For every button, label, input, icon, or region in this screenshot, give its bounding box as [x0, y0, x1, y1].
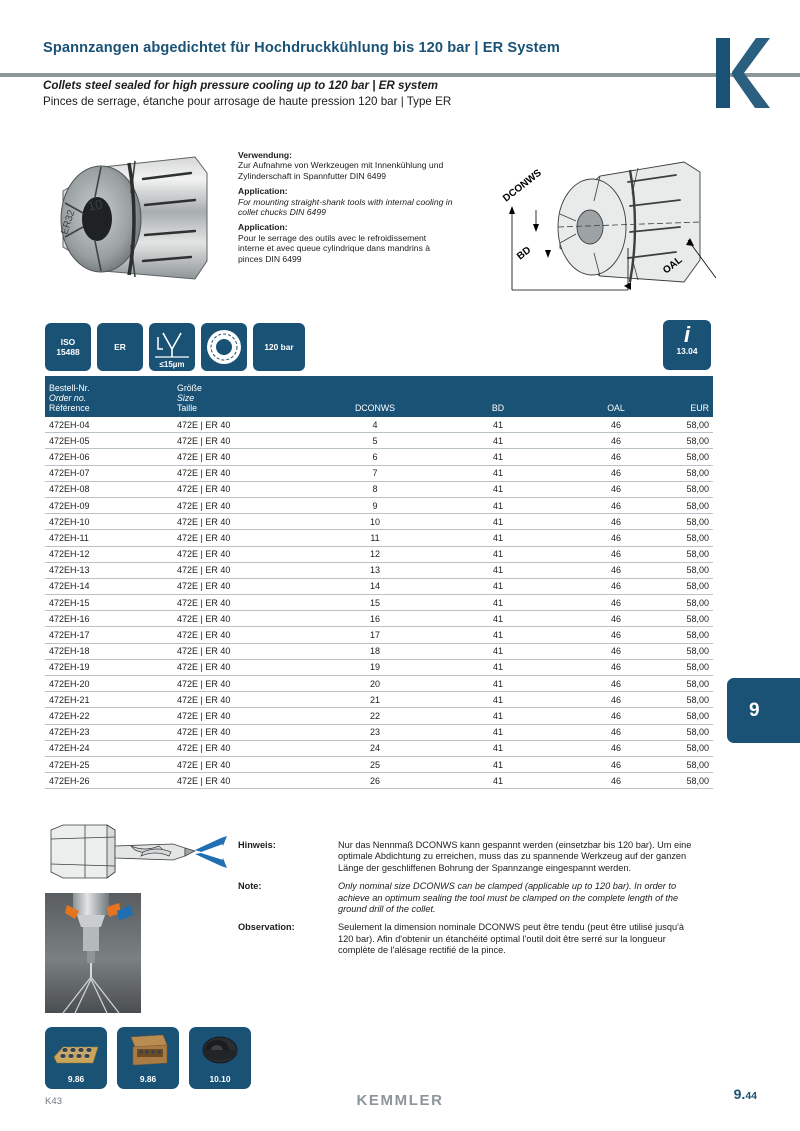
page-minor: 44 — [745, 1090, 757, 1102]
footer-page-number — [734, 1086, 757, 1102]
badge-iso-line2: 15488 — [56, 347, 80, 357]
cell-order-no: 472EH-26 — [45, 773, 173, 789]
cell-bd: 41 — [439, 465, 557, 481]
cell-bd: 41 — [439, 530, 557, 546]
cell-eur: 58,00 — [675, 708, 713, 724]
svg-text:≤15µm: ≤15µm — [159, 360, 185, 369]
cell-order-no: 472EH-13 — [45, 562, 173, 578]
cell-size: 472E | ER 40 — [173, 643, 311, 659]
cell-order-no: 472EH-25 — [45, 756, 173, 772]
cell-order-no: 472EH-18 — [45, 643, 173, 659]
cell-order-no: 472EH-24 — [45, 740, 173, 756]
table-row[interactable] — [45, 659, 713, 675]
badge-er: ER — [97, 323, 143, 371]
cell-eur: 58,00 — [675, 546, 713, 562]
cell-bd: 41 — [439, 433, 557, 449]
cell-bd: 41 — [439, 514, 557, 530]
cell-size: 472E | ER 40 — [173, 627, 311, 643]
cell-oal: 46 — [557, 724, 675, 740]
header-bd: BD — [439, 376, 557, 417]
cell-bd: 41 — [439, 692, 557, 708]
cell-eur: 58,00 — [675, 676, 713, 692]
cell-oal: 46 — [557, 611, 675, 627]
cell-eur: 58,00 — [675, 724, 713, 740]
table-row[interactable] — [45, 643, 713, 659]
info-badge[interactable] — [663, 320, 711, 370]
cell-dconws: 16 — [311, 611, 439, 627]
cell-eur: 58,00 — [675, 692, 713, 708]
table-row[interactable] — [45, 773, 713, 789]
cell-bd: 41 — [439, 578, 557, 594]
table-row[interactable] — [45, 756, 713, 772]
table-row[interactable] — [45, 724, 713, 740]
cell-oal: 46 — [557, 659, 675, 675]
chapter-number: 9 — [749, 699, 760, 721]
cell-oal: 46 — [557, 530, 675, 546]
cell-order-no: 472EH-22 — [45, 708, 173, 724]
technical-drawing — [488, 148, 768, 308]
cell-dconws: 17 — [311, 627, 439, 643]
cell-dconws: 13 — [311, 562, 439, 578]
cell-dconws: 14 — [311, 578, 439, 594]
cell-oal: 46 — [557, 578, 675, 594]
cell-eur: 58,00 — [675, 449, 713, 465]
table-row[interactable] — [45, 481, 713, 497]
page-major: 9. — [733, 1086, 746, 1102]
cell-bd: 41 — [439, 643, 557, 659]
note-label-de: Hinweis: — [238, 840, 276, 850]
cell-dconws: 22 — [311, 708, 439, 724]
table-row[interactable] — [45, 465, 713, 481]
cell-order-no: 472EH-10 — [45, 514, 173, 530]
cell-order-no: 472EH-12 — [45, 546, 173, 562]
cell-bd: 41 — [439, 773, 557, 789]
cell-eur: 58,00 — [675, 530, 713, 546]
application-label-en: Application: — [238, 186, 288, 197]
cell-order-no: 472EH-11 — [45, 530, 173, 546]
cell-oal: 46 — [557, 417, 675, 433]
product-photo-collet — [45, 143, 225, 295]
header-oal: OAL — [557, 376, 675, 417]
cell-eur: 58,00 — [675, 627, 713, 643]
cell-size: 472E | ER 40 — [173, 773, 311, 789]
header-dconws: DCONWS — [311, 376, 439, 417]
cell-oal: 46 — [557, 449, 675, 465]
application-label-fr: Application: — [238, 222, 288, 233]
cell-size: 472E | ER 40 — [173, 692, 311, 708]
cell-size: 472E | ER 40 — [173, 562, 311, 578]
cell-order-no: 472EH-21 — [45, 692, 173, 708]
cell-eur: 58,00 — [675, 497, 713, 513]
cell-eur: 58,00 — [675, 659, 713, 675]
accessory-collet-set-tray[interactable] — [45, 1027, 107, 1089]
cell-eur: 58,00 — [675, 773, 713, 789]
cell-eur: 58,00 — [675, 417, 713, 433]
cell-size: 472E | ER 40 — [173, 497, 311, 513]
table-row[interactable] — [45, 627, 713, 643]
cell-oal: 46 — [557, 676, 675, 692]
cell-eur: 58,00 — [675, 514, 713, 530]
cell-eur: 58,00 — [675, 578, 713, 594]
roughness-icon — [149, 323, 195, 371]
dim-label-oal: OAL — [661, 254, 685, 277]
cell-oal: 46 — [557, 546, 675, 562]
cell-dconws: 6 — [311, 449, 439, 465]
cell-order-no: 472EH-09 — [45, 497, 173, 513]
cell-oal: 46 — [557, 627, 675, 643]
svg-text:ER32: ER32 — [59, 208, 78, 236]
collet-set-tray-icon — [51, 1031, 101, 1069]
cell-dconws: 10 — [311, 514, 439, 530]
cell-bd: 41 — [439, 611, 557, 627]
application-text-en: For mounting straight-shank tools with internal cooling in collet chucks DIN 6499 — [238, 196, 453, 218]
chapter-tab[interactable] — [727, 678, 800, 743]
cell-size: 472E | ER 40 — [173, 514, 311, 530]
cell-bd: 41 — [439, 676, 557, 692]
cell-order-no: 472EH-23 — [45, 724, 173, 740]
note-text-en: Only nominal size DCONWS can be clamped (applicable up to 120 bar). In order to achieve an optimum sealing the tool must be clamped on the complete length of the ground drill of the collet. — [338, 881, 679, 915]
cell-bd: 41 — [439, 449, 557, 465]
table-row[interactable] — [45, 708, 713, 724]
cell-bd: 41 — [439, 708, 557, 724]
cell-dconws: 25 — [311, 756, 439, 772]
cell-size: 472E | ER 40 — [173, 595, 311, 611]
cell-bd: 41 — [439, 724, 557, 740]
cell-size: 472E | ER 40 — [173, 417, 311, 433]
table-row[interactable] — [45, 740, 713, 756]
accessory-ref-3: 10.10 — [209, 1074, 231, 1084]
cell-size: 472E | ER 40 — [173, 546, 311, 562]
notes-block — [238, 840, 708, 964]
cell-oal: 46 — [557, 643, 675, 659]
cell-oal: 46 — [557, 497, 675, 513]
cell-bd: 41 — [439, 417, 557, 433]
cell-eur: 58,00 — [675, 481, 713, 497]
cell-size: 472E | ER 40 — [173, 530, 311, 546]
product-table — [45, 376, 713, 789]
accessory-ref-1: 9.86 — [67, 1074, 85, 1084]
header-size: Größe Size Taille — [173, 376, 311, 417]
cell-order-no: 472EH-16 — [45, 611, 173, 627]
info-icon: i — [683, 322, 691, 347]
page-title: Spannzangen abgedichtet für Hochdruckkühlung bis 120 bar | ER System — [43, 40, 560, 56]
cell-order-no: 472EH-06 — [45, 449, 173, 465]
table-row[interactable] — [45, 562, 713, 578]
cell-size: 472E | ER 40 — [173, 724, 311, 740]
cell-oal: 46 — [557, 481, 675, 497]
note-row-fr — [238, 922, 708, 956]
cell-size: 472E | ER 40 — [173, 676, 311, 692]
cell-dconws: 11 — [311, 530, 439, 546]
note-label-fr: Observation: — [238, 922, 295, 933]
badge-roughness — [149, 323, 195, 371]
cell-dconws: 5 — [311, 433, 439, 449]
cell-oal: 46 — [557, 756, 675, 772]
table-header-row — [45, 376, 713, 417]
header-order-no: Bestell-Nr. Order no. Référence — [45, 376, 173, 417]
table-row[interactable] — [45, 497, 713, 513]
cell-dconws: 18 — [311, 643, 439, 659]
cell-dconws: 19 — [311, 659, 439, 675]
table-row[interactable] — [45, 676, 713, 692]
cell-eur: 58,00 — [675, 562, 713, 578]
cell-bd: 41 — [439, 546, 557, 562]
cell-oal: 46 — [557, 740, 675, 756]
note-label-en: Note: — [238, 881, 262, 892]
cell-oal: 46 — [557, 562, 675, 578]
cell-bd: 41 — [439, 481, 557, 497]
table-row[interactable] — [45, 546, 713, 562]
cell-oal: 46 — [557, 595, 675, 611]
accessory-ref-2: 9.86 — [139, 1074, 157, 1084]
cell-eur: 58,00 — [675, 433, 713, 449]
cell-bd: 41 — [439, 659, 557, 675]
cell-eur: 58,00 — [675, 465, 713, 481]
cell-oal: 46 — [557, 433, 675, 449]
table-row[interactable] — [45, 530, 713, 546]
table-row[interactable] — [45, 514, 713, 530]
cell-eur: 58,00 — [675, 643, 713, 659]
cell-dconws: 23 — [311, 724, 439, 740]
cell-order-no: 472EH-15 — [45, 595, 173, 611]
cell-bd: 41 — [439, 497, 557, 513]
cell-order-no: 472EH-04 — [45, 417, 173, 433]
badge-iso-line1: ISO — [60, 337, 76, 347]
cell-oal: 46 — [557, 514, 675, 530]
cell-bd: 41 — [439, 627, 557, 643]
cell-dconws: 26 — [311, 773, 439, 789]
wooden-case-set-icon — [123, 1031, 173, 1069]
application-label-de: Verwendung: — [238, 150, 292, 160]
header-divider — [0, 73, 800, 77]
table-row[interactable] — [45, 578, 713, 594]
application-text-block — [238, 150, 453, 269]
badge-iso — [45, 323, 91, 371]
cell-size: 472E | ER 40 — [173, 481, 311, 497]
badge-concentricity — [201, 323, 247, 371]
cell-size: 472E | ER 40 — [173, 659, 311, 675]
svg-text:10: 10 — [86, 196, 104, 214]
cell-bd: 41 — [439, 562, 557, 578]
footer-left-code: K43 — [45, 1096, 63, 1107]
note-text-fr: Seulement la dimension nominale DCONWS peut être tendu (peut être utilisé jusqu'à 120 bar). Afin d'obtenir un étanchéité optimal l'outil doit être serré sur la longueur complète de l'alésage rectifié de la pince. — [338, 922, 684, 956]
cell-order-no: 472EH-05 — [45, 433, 173, 449]
table-row[interactable] — [45, 611, 713, 627]
note-text-de: Nur das Nennmaß DCONWS kann gespannt werden (einsetzbar bis 120 bar). Um eine optimale Abdichtung zu erreichen, muss das zu spannende Werkzeug auf der ganzen Länge der geschliffenen Bohrung der Spannzange eingespannt werden. — [338, 840, 692, 873]
cell-dconws: 21 — [311, 692, 439, 708]
table-row[interactable] — [45, 692, 713, 708]
cell-order-no: 472EH-14 — [45, 578, 173, 594]
cell-size: 472E | ER 40 — [173, 449, 311, 465]
kemmler-logo — [710, 32, 772, 114]
dim-label-dconws: DCONWS — [501, 167, 544, 205]
badge-pressure: 120 bar — [253, 323, 305, 371]
note-diagram-coolant — [45, 822, 235, 884]
note-row-en — [238, 881, 708, 915]
cell-order-no: 472EH-20 — [45, 676, 173, 692]
cell-oal: 46 — [557, 708, 675, 724]
info-reference: 13.04 — [676, 346, 698, 356]
subtitle-french: Pinces de serrage, étanche pour arrosage de haute pression 120 bar | Type ER — [43, 95, 452, 108]
table-row[interactable] — [45, 417, 713, 433]
cell-size: 472E | ER 40 — [173, 611, 311, 627]
cell-order-no: 472EH-08 — [45, 481, 173, 497]
cell-bd: 41 — [439, 595, 557, 611]
accessory-wooden-case-set[interactable] — [117, 1027, 179, 1089]
table-row[interactable] — [45, 595, 713, 611]
cell-order-no: 472EH-17 — [45, 627, 173, 643]
cell-eur: 58,00 — [675, 756, 713, 772]
cell-size: 472E | ER 40 — [173, 708, 311, 724]
dim-label-bd: BD — [515, 244, 534, 263]
cell-oal: 46 — [557, 692, 675, 708]
cell-order-no: 472EH-19 — [45, 659, 173, 675]
cell-dconws: 7 — [311, 465, 439, 481]
cell-dconws: 24 — [311, 740, 439, 756]
cell-dconws: 4 — [311, 417, 439, 433]
cell-eur: 58,00 — [675, 611, 713, 627]
cell-bd: 41 — [439, 756, 557, 772]
cell-order-no: 472EH-07 — [45, 465, 173, 481]
cell-oal: 46 — [557, 465, 675, 481]
concentricity-icon — [201, 323, 247, 371]
table-row[interactable] — [45, 449, 713, 465]
subtitle-english: Collets steel sealed for high pressure cooling up to 120 bar | ER system — [43, 79, 438, 92]
accessory-clamping-nut[interactable] — [189, 1027, 251, 1089]
application-text-de: Zur Aufnahme von Werkzeugen mit Innenkühlung und Zylinderschaft in Spannfutter DIN 6499 — [238, 160, 444, 181]
header-eur: EUR — [675, 376, 713, 417]
note-row-de — [238, 840, 708, 874]
cell-dconws: 8 — [311, 481, 439, 497]
cell-size: 472E | ER 40 — [173, 740, 311, 756]
cell-oal: 46 — [557, 773, 675, 789]
cell-size: 472E | ER 40 — [173, 433, 311, 449]
cell-eur: 58,00 — [675, 740, 713, 756]
table-row[interactable] — [45, 433, 713, 449]
cell-dconws: 20 — [311, 676, 439, 692]
table-body — [45, 417, 713, 789]
cell-eur: 58,00 — [675, 595, 713, 611]
cell-size: 472E | ER 40 — [173, 756, 311, 772]
cell-size: 472E | ER 40 — [173, 465, 311, 481]
footer-brand: KEMMLER — [356, 1092, 444, 1109]
note-photo-machining — [45, 893, 141, 1013]
cell-bd: 41 — [439, 740, 557, 756]
cell-size: 472E | ER 40 — [173, 578, 311, 594]
cell-dconws: 9 — [311, 497, 439, 513]
application-text-fr: Pour le serrage des outils avec le refroidissement interne et avec queue cylindrique dans mandrins à pinces DIN 6499 — [238, 232, 431, 264]
cell-dconws: 15 — [311, 595, 439, 611]
cell-dconws: 12 — [311, 546, 439, 562]
clamping-nut-icon — [195, 1031, 245, 1069]
